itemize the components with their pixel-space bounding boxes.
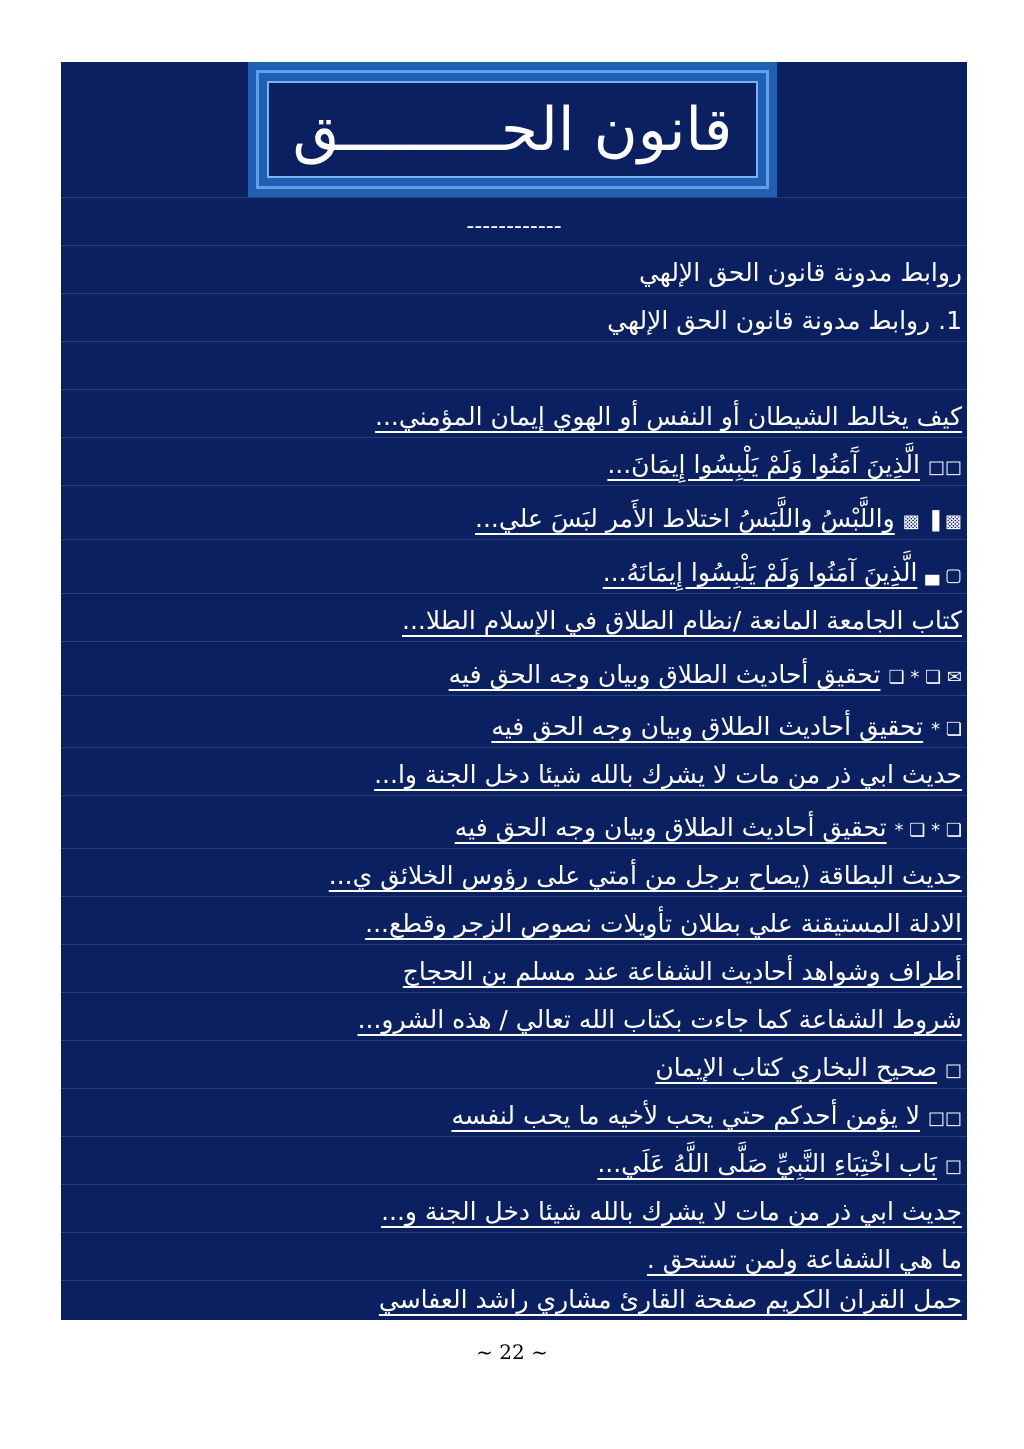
blog-link[interactable]: الَّذِينَ آَمَنُوا وَلَمْ يَلْبِسُوا إِيمَانَ... <box>607 450 920 479</box>
link-row <box>61 641 967 695</box>
bullet-icon: ❏ * <box>931 719 962 740</box>
link-row-content <box>403 957 962 992</box>
title-box <box>267 81 758 178</box>
link-row-content <box>379 1285 962 1320</box>
link-row-content <box>381 1197 962 1232</box>
link-row <box>61 437 967 485</box>
blog-link[interactable]: أطراف وشواهد أحاديث الشفاعة عند مسلم بن الحجاج <box>402 957 962 986</box>
link-row-content <box>374 760 962 795</box>
content-panel <box>61 62 967 1320</box>
link-row <box>61 1040 967 1088</box>
link-row <box>61 1280 967 1320</box>
link-row-content <box>655 1053 962 1088</box>
link-row <box>61 992 967 1040</box>
bullet-icon: ▢ ▄ <box>925 565 962 586</box>
blog-link[interactable]: جديث ابي ذر من مات لا يشرك بالله شيئا دخل الجنة و... <box>381 1197 962 1226</box>
link-row-content <box>607 450 962 485</box>
link-row-content <box>329 861 962 896</box>
dash-text: ------------ <box>466 214 562 239</box>
page-number: ~ 22 ~ <box>476 1340 548 1364</box>
link-row-content <box>358 1005 962 1040</box>
blog-link[interactable]: صحيح البخاري كتاب الإيمان <box>655 1053 937 1082</box>
link-row-content <box>475 504 962 539</box>
blog-link[interactable]: حمل القران الكريم صفحة القارئ مشاري راشد العفاسي <box>378 1285 962 1314</box>
link-row <box>61 1088 967 1136</box>
blog-link[interactable]: لا يؤمن أحدكم حتي يحب لأخيه ما يحب لنفسه <box>451 1101 920 1130</box>
blog-link[interactable]: بَاب اخْتِبَاءِ النَّبِيِّ صَلَّى اللَّهُ عَلَي... <box>597 1149 937 1178</box>
link-row <box>61 485 967 539</box>
bullet-icon: □□ <box>927 1108 962 1129</box>
blog-link[interactable]: حديث ابي ذر من مات لا يشرك بالله شيئا دخل الجنة وا... <box>374 760 962 789</box>
blog-link[interactable]: حديث البطاقة (يصاح برجل من أمتي على رؤوس الخلائق ي... <box>328 861 962 890</box>
link-row-content <box>451 1101 962 1136</box>
empty-row <box>61 341 967 389</box>
blog-link[interactable]: تحقيق أحاديث الطلاق وبيان وجه الحق فيه <box>448 660 881 689</box>
bullet-icon: ▩ ▐ ▩ <box>902 511 962 532</box>
blog-link[interactable]: ما هي الشفاعة ولمن تستحق . <box>646 1245 962 1274</box>
blog-link[interactable]: الادلة المستيقنة علي بطلان تأويلات نصوص الزجر وقطع... <box>365 909 962 938</box>
blog-link[interactable]: كيف يخالط الشيطان أو النفس أو الهوي إيمان المؤمني... <box>375 402 962 431</box>
blog-link[interactable]: كتاب الجامعة المانعة /نظام الطلاق في الإسلام الطلا... <box>402 606 962 635</box>
blog-link[interactable]: الَّذِينَ آمَنُوا وَلَمْ يَلْبِسُوا إِيمَانَهُ... <box>602 558 918 587</box>
numbered-heading-row <box>61 293 967 341</box>
dash-separator <box>61 197 967 245</box>
bullet-icon: □ <box>944 1060 962 1081</box>
blog-link[interactable]: تحقيق أحاديث الطلاق وبيان وجه الحق فيه <box>454 813 887 842</box>
numbered-heading: 1. روابط مدونة قانون الحق الإلهي <box>607 306 962 335</box>
link-row-content <box>647 1245 962 1280</box>
title-frame <box>248 62 777 197</box>
link-row <box>61 747 967 795</box>
bullet-icon: ❏ * ❏ * <box>894 820 962 841</box>
link-row-content <box>597 1149 962 1184</box>
link-row <box>61 593 967 641</box>
link-row-content <box>603 558 962 593</box>
link-row <box>61 695 967 747</box>
link-row <box>61 1184 967 1232</box>
link-row-content <box>375 402 962 437</box>
link-row <box>61 944 967 992</box>
link-row-content <box>365 909 962 944</box>
link-row-content <box>402 606 962 641</box>
blog-link[interactable]: واللَّبْسُ واللَّبَسُ اختلاط الأَمر لبَسَ علي... <box>475 504 895 533</box>
link-row <box>61 389 967 437</box>
link-row-content <box>491 712 962 747</box>
blog-link[interactable]: شروط الشفاعة كما جاءت بكتاب الله تعالي / هذه الشرو... <box>357 1005 962 1034</box>
bullet-icon: □ <box>944 1156 962 1177</box>
link-row <box>61 1136 967 1184</box>
blog-link[interactable]: تحقيق أحاديث الطلاق وبيان وجه الحق فيه <box>491 712 924 741</box>
heading-row <box>61 245 967 293</box>
title-frame-border <box>256 70 769 189</box>
link-row <box>61 1232 967 1280</box>
link-row-content <box>449 660 962 695</box>
link-row <box>61 795 967 848</box>
link-row <box>61 848 967 896</box>
bullet-icon: □□ <box>927 457 962 478</box>
heading: روابط مدونة قانون الحق الإلهي <box>638 258 962 287</box>
bullet-icon: ✉ ❏ * ❏ <box>888 667 962 688</box>
link-row <box>61 896 967 944</box>
page-title: قانون الحـــــــــق <box>292 94 733 165</box>
link-row-content <box>455 813 962 848</box>
link-row <box>61 539 967 593</box>
